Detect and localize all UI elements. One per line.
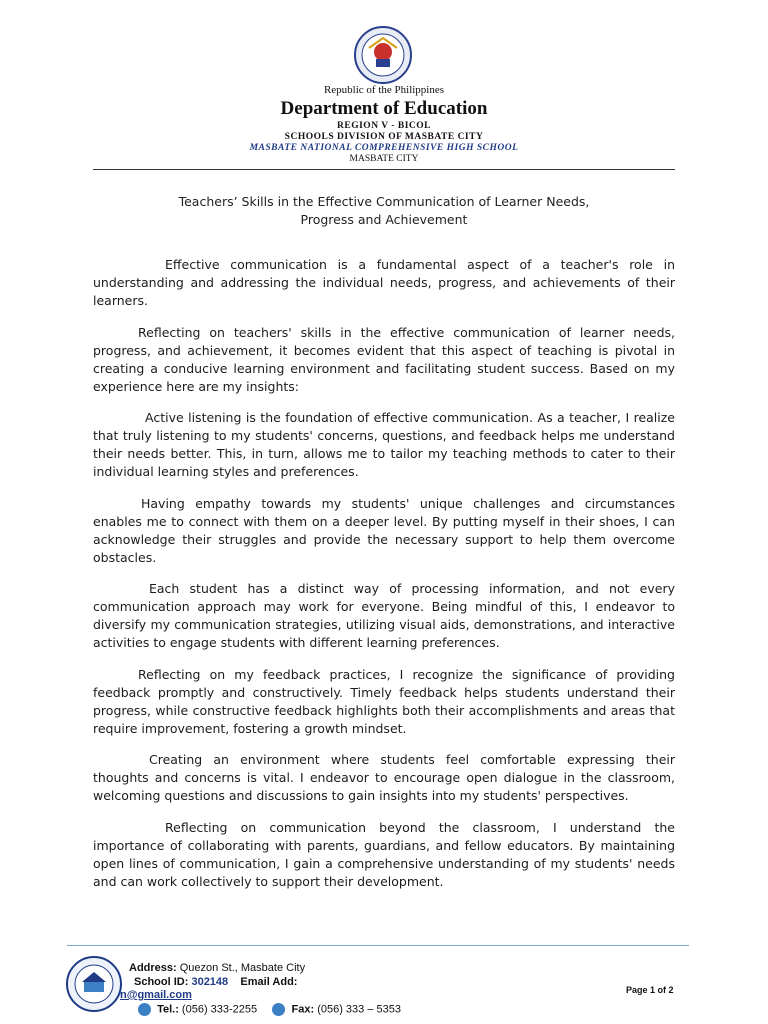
footer-address bbox=[129, 962, 305, 974]
school-logo-icon bbox=[66, 956, 122, 1012]
header-divider bbox=[93, 169, 675, 170]
deped-seal-icon bbox=[333, 26, 433, 84]
footer-divider bbox=[67, 945, 689, 946]
fax-icon bbox=[272, 1003, 285, 1016]
fax-label: Fax: bbox=[291, 1003, 315, 1016]
school-id-value: 302148 bbox=[191, 976, 229, 988]
document-title bbox=[0, 193, 768, 229]
title-line-1: Teachers’ Skills in the Effective Communication of Learner Needs, bbox=[178, 194, 590, 209]
title-line-2: Progress and Achievement bbox=[300, 212, 468, 227]
phone-icon bbox=[138, 1003, 151, 1016]
school-id-label: School ID: bbox=[134, 976, 189, 988]
paragraph: Each student has a distinct way of processing information, and not every communication approach may work for everyone. Being mindful of this, I endeavor to diversify my communication strategies, utilizing visual aids, demonstrations, and interactive activities to engage students with different learning preferences. bbox=[93, 581, 675, 650]
address-label: Address: bbox=[129, 962, 177, 974]
paragraph: Reflecting on communication beyond the classroom, I understand the importance of collaborating with parents, guardians, and fellow educators. By maintaining open lines of communication, I gain a comprehensive understanding of my students' needs and can work collectively to support their development. bbox=[93, 819, 675, 889]
paragraph: Active listening is the foundation of effective communication. As a teacher, I realize that truly listening to my students' concerns, questions, and feedback helps me understand their needs better. This, in turn, allows me to tailor my teaching methods to cater to their individual learning styles and preferences. bbox=[93, 410, 675, 479]
document-body bbox=[93, 256, 675, 904]
paragraph: Having empathy towards my students' unique challenges and circumstances enables me to connect with them on a deeper level. By putting myself in their shoes, I can acknowledge their struggles and provide the necessary support to help them overcome obstacles. bbox=[93, 495, 675, 565]
division-line: SCHOOLS DIVISION OF MASBATE CITY bbox=[284, 132, 484, 142]
footer-school-id bbox=[134, 976, 297, 988]
fax-value: (056) 333 – 5353 bbox=[317, 1003, 401, 1016]
paragraph: Reflecting on my feedback practices, I recognize the significance of providing feedback promptly and constructively. Timely feedback helps students understand their progress, while constructive feedback highlights both their accomplishments and areas that require improvement, fostering a growth mindset. bbox=[93, 666, 675, 736]
school-name: MASBATE NATIONAL COMPREHENSIVE HIGH SCHOOL bbox=[249, 143, 519, 153]
paragraph: Reflecting on teachers' skills in the effective communication of learner needs, progress, and achievement, it becomes evident that this aspect of teaching is pivotal in creating a conducive learning environment and facilitating student success. Based on my experience here are my insights: bbox=[93, 324, 675, 394]
city-line: MASBATE CITY bbox=[349, 154, 419, 164]
footer-email bbox=[120, 989, 192, 1001]
tel-label: Tel.: bbox=[157, 1003, 179, 1016]
tel-value: (056) 333-2255 bbox=[181, 1003, 258, 1016]
footer-phones bbox=[138, 1003, 401, 1016]
region-line: REGION V - BICOL bbox=[337, 121, 431, 131]
paragraph: Effective communication is a fundamental aspect of a teacher's role in understanding and addressing the individual needs, progress, and achievements of their learners. bbox=[93, 257, 675, 308]
republic-line: Republic of the Philippines bbox=[323, 84, 445, 96]
page-number: Page 1 of 2 bbox=[626, 985, 674, 995]
email-value[interactable]: n@gmail.com bbox=[120, 989, 192, 1001]
address-value: Quezon St., Masbate City bbox=[179, 962, 306, 974]
department-name: Department of Education bbox=[280, 98, 488, 119]
email-label: Email Add: bbox=[240, 976, 298, 988]
paragraph: Creating an environment where students feel comfortable expressing their thoughts and concerns is vital. I endeavor to encourage open dialogue in the classroom, welcoming questions and discussions to gain insights into my students' perspectives. bbox=[93, 752, 675, 803]
